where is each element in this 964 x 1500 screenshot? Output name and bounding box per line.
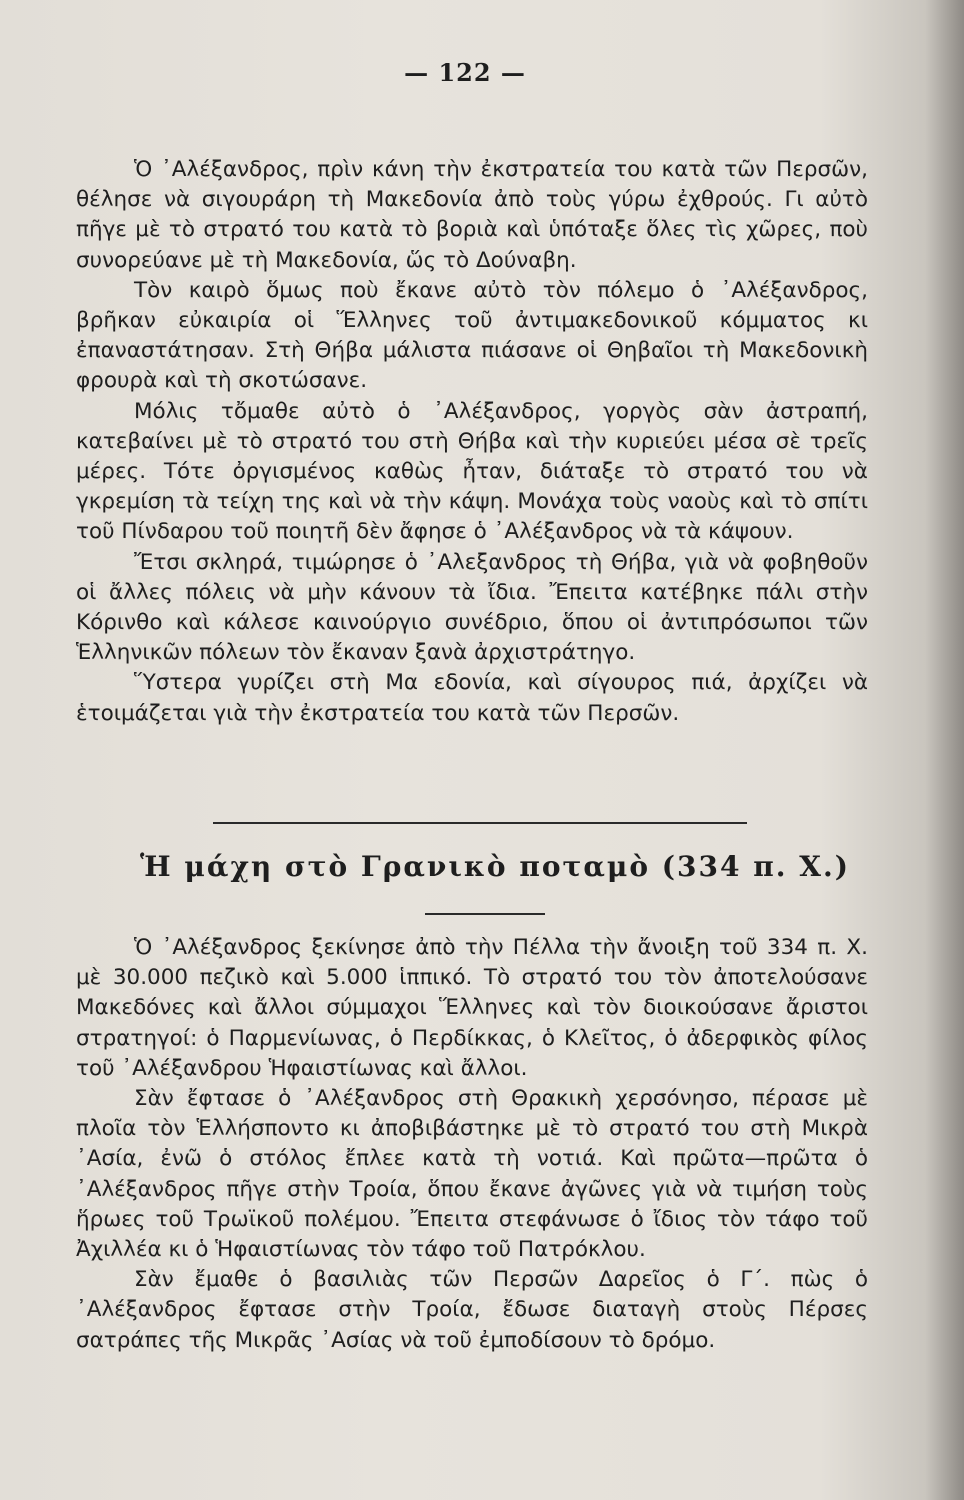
paragraph: Ὁ ᾿Αλέξανδρος ξεκίνησε ἀπὸ τὴν Πέλλα τὴν ἄνοιξη τοῦ 334 π. Χ. μὲ 30.000 πεζικὸ καὶ 5.000 ἱππικό. Τὸ στρατό του τὸν ἀποτελούσανε Μακεδόνες καὶ ἄλλοι σύμμαχοι Ἕλληνες καὶ τὸν διοικούσανε ἄριστοι στρατηγοί: ὁ Παρμενίωνας, ὁ Περδίκκας, ὁ Κλεῖτος, ὁ ἀδερφικὸς φίλος τοῦ ᾿Αλέξανδρου Ἡφαιστίωνας καὶ ἄλλοι. xyxy=(76,935,868,1081)
paragraph: Ὁ ᾿Αλέξανδρος, πρὶν κάνη τὴν ἐκστρατεία του κατὰ τῶν Περσῶν, θέλησε νὰ σιγουράρη τὴ Μακεδονία ἀπὸ τοὺς γύρω ἐχθρούς. Γι αὐτὸ πῆγε μὲ τὸ στρατό του κατὰ τὸ βοριὰ καὶ ὑπόταξε ὅλες τὶς χῶρες, ποὺ συνορεύανε μὲ τὴ Μακεδονία, ὥς τὸ Δούναβη. xyxy=(76,157,868,273)
granicus-battle-text xyxy=(76,933,868,1356)
paragraph: Ὕστερα γυρίζει στὴ Μα εδονία, καὶ σίγουρος πιά, ἀρχίζει νὰ ἑτοιμάζεται γιὰ τὴν ἐκστρατεία του κατὰ τῶν Περσῶν. xyxy=(76,670,868,726)
section-heading: Ἡ μάχη στὸ Γρανικὸ ποταμὸ (334 π. Χ.) xyxy=(140,850,850,883)
alexander-campaign-text xyxy=(76,155,868,729)
paragraph: Σὰν ἔφτασε ὁ ᾿Αλέξανδρος στὴ Θρακικὴ χερσόνησο, πέρασε μὲ πλοῖα τὸν Ἑλλήσποντο κι ἀποβιβάστηκε μὲ τὸ στρατό του στὴ Μικρὰ ᾿Ασία, ἐνῶ ὁ στόλος ἔπλεε κατὰ τὴ νοτιά. Καὶ πρῶτα—πρῶτα ὁ ᾿Αλέξανδρος πῆγε στὴν Τροία, ὅπου ἔκανε ἀγῶνες γιὰ νὰ τιμήση τοὺς ἥρωες τοῦ Τρωϊκοῦ πολέμου. Ἔπειτα στεφάνωσε ὁ ἴδιος τὸν τάφο τοῦ Ἀχιλλέα κι ὁ Ἡφαιστίωνας τὸν τάφο τοῦ Πατρόκλου. xyxy=(76,1086,868,1263)
section-divider xyxy=(213,822,747,824)
paragraph: Σὰν ἔμαθε ὁ βασιλιὰς τῶν Περσῶν Δαρεῖος ὁ Γ΄. πὼς ὁ ᾿Αλέξανδρος ἔφτασε στὴν Τροία, ἔδωσε διαταγὴ στοὺς Πέρσες σατράπες τῆς Μικρᾶς ᾿Ασίας νὰ τοῦ ἐμποδίσουν τὸ δρόμο. xyxy=(76,1267,868,1353)
paragraph: Μόλις τὄμαθε αὐτὸ ὁ ᾿Αλέξανδρος, γοργὸς σὰν ἀστραπή, κατεβαίνει μὲ τὸ στρατό του στὴ Θήβα καὶ τὴν κυριεύει μέσα σὲ τρεῖς μέρες. Τότε ὀργισμένος καθὼς ἦταν, διάταξε τὸ στρατό του νὰ γκρεμίση τὰ τείχη της καὶ νὰ τὴν κάψη. Μονάχα τοὺς ναοὺς καὶ τὸ σπίτι τοῦ Πίνδαρου τοῦ ποιητῆ δὲν ἄφησε ὁ ᾿Αλέξανδρος νὰ τὰ κάψουν. xyxy=(76,398,868,545)
paragraph: Ἔτσι σκληρά, τιμώρησε ὁ ᾿Αλεξανδρος τὴ Θήβα, γιὰ νὰ φοβηθοῦν οἱ ἄλλες πόλεις νὰ μὴν κάνουν τὰ ἴδια. Ἔπειτα κατέβηκε πάλι στὴν Κόρινθο καὶ κάλεσε καινούργιο συνέδριο, ὅπου οἱ ἀντιπρόσωποι τῶν Ἑλληνικῶν πόλεων τὸν ἔκαναν ξανὰ ἀρχιστράτηγο. xyxy=(76,549,868,666)
paragraph: Τὸν καιρὸ ὅμως ποὺ ἔκανε αὐτὸ τὸν πόλεμο ὁ ᾿Αλέξανδρος, βρῆκαν εὐκαιρία οἱ Ἕλληνες τοῦ ἀντιμακεδονικοῦ κόμματος κι ἐπαναστάτησαν. Στὴ Θήβα μάλιστα πιάσανε οἱ Θηβαῖοι τὴ Μακεδονικὴ φρουρὰ καὶ τὴ σκοτώσανε. xyxy=(76,277,868,394)
page-number: — 122 — xyxy=(404,58,526,87)
heading-underline xyxy=(425,913,545,915)
